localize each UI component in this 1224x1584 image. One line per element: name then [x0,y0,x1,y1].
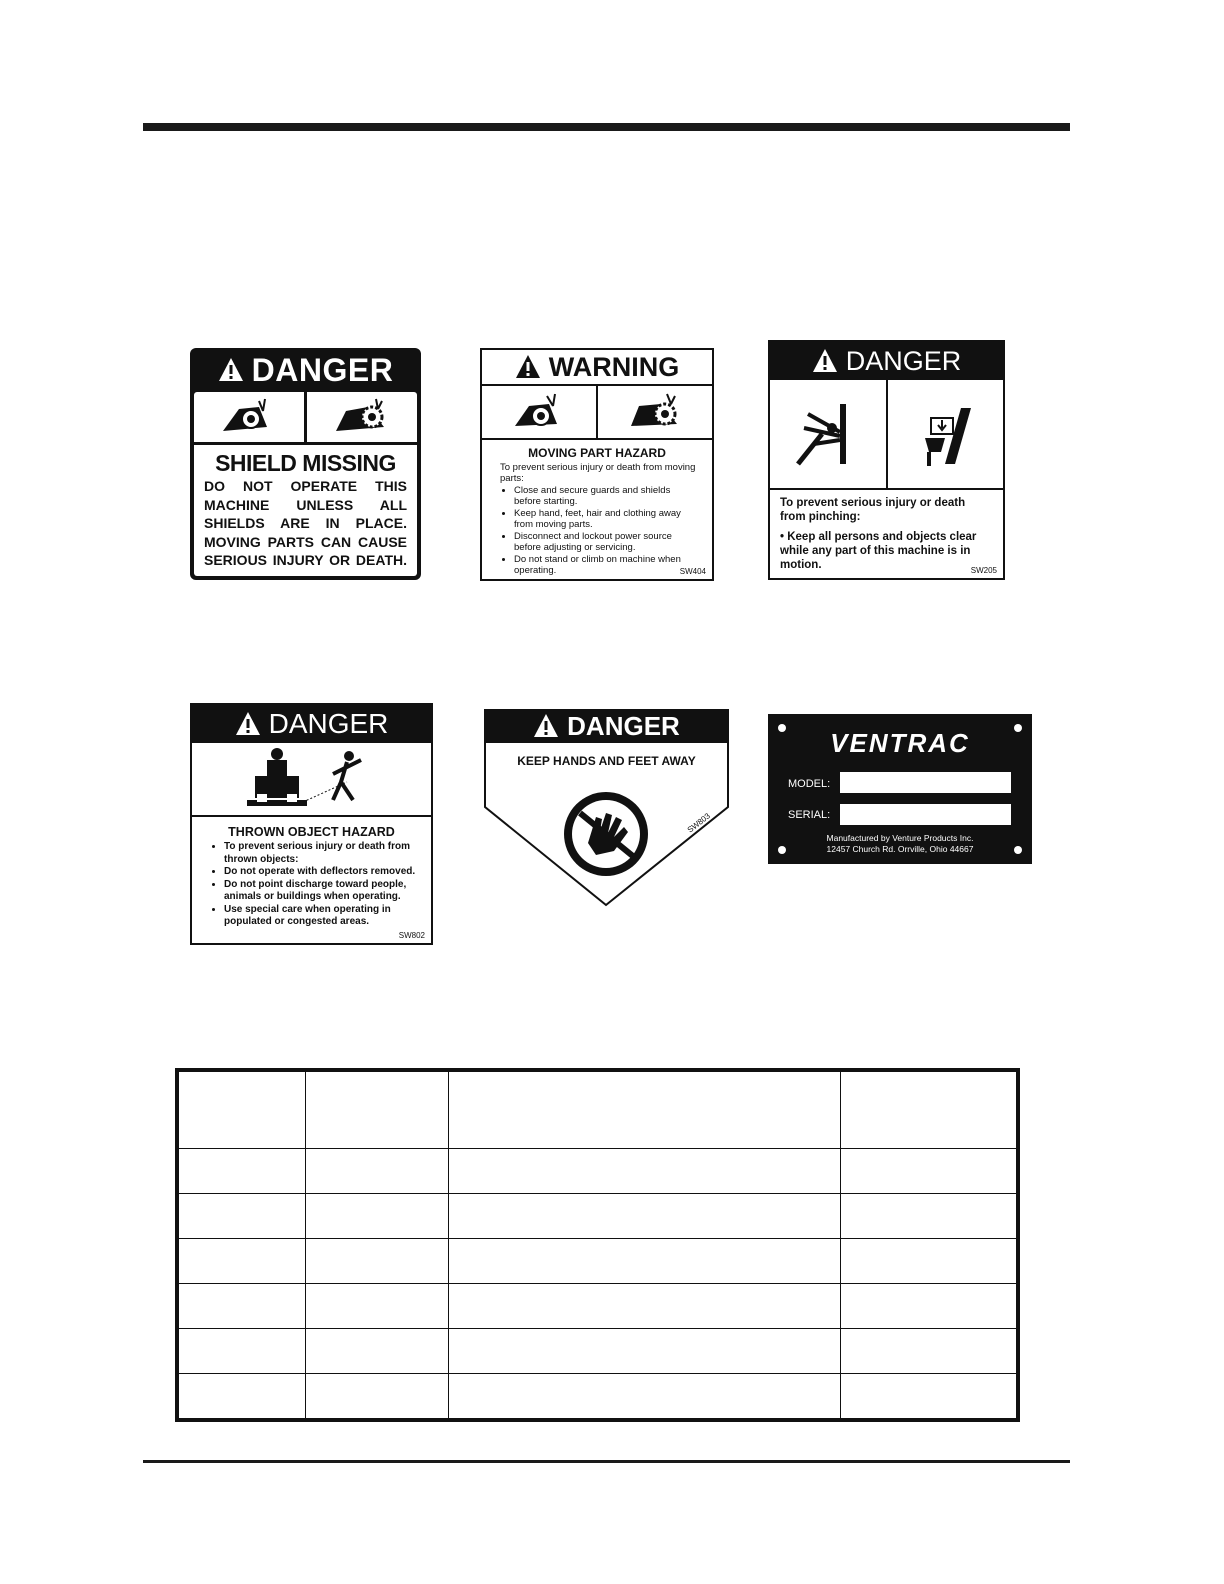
table-cell [449,1149,841,1194]
table-cell [179,1374,306,1419]
table-cell [841,1149,1017,1194]
table-cell [841,1374,1017,1419]
warning-triangle-icon [515,354,541,380]
table-cell [449,1284,841,1329]
table-cell [306,1149,449,1194]
table-row [179,1239,1017,1284]
table-cell [449,1329,841,1374]
manufacturer-line: Manufactured by Venture Products Inc. [826,833,974,843]
serial-label: SERIAL: [788,809,831,821]
table-cell [841,1284,1017,1329]
decal-code: SW205 [970,566,997,575]
belt-entanglement-icon [219,397,279,437]
manufacturer-info [768,833,1032,855]
table-cell [179,1194,306,1239]
instruction-bullet: • To prevent serious injury or death from thrown objects: [224,841,421,866]
decal-header-text: DANGER [845,345,962,376]
decal-header [770,342,1003,380]
table-row [179,1374,1017,1419]
table-row [179,1149,1017,1194]
decal-header-text: DANGER [251,351,394,388]
serial-field [840,804,1011,825]
chain-entanglement-icon [332,397,392,437]
decal-parts-table [175,1068,1020,1422]
pinching-danger-decal [768,340,1005,580]
table-cell [306,1072,449,1149]
thrown-object-icon [237,746,387,812]
chain-entanglement-icon [627,392,683,432]
instruction-bullet: • Do not operate with deflectors removed. [224,866,421,879]
decal-instructions [192,839,431,929]
top-rule [143,123,1070,131]
decal-header [192,705,431,743]
table-cell [179,1239,306,1284]
serial-number-plate [768,714,1032,864]
table-row [179,1329,1017,1374]
moving-part-warning-decal [480,348,714,581]
instruction-intro: To prevent serious injury or death from pinching: [780,497,966,523]
table-header-row [179,1072,1017,1149]
table-cell [306,1329,449,1374]
decal-header [194,352,417,388]
table-cell [449,1072,841,1149]
thrown-object-danger-decal [190,703,433,945]
model-field [840,772,1011,793]
table-cell [841,1072,1017,1149]
shield-missing-decal [190,348,421,580]
decal-code: SW404 [679,567,706,576]
decal-code: SW803 [685,811,712,835]
decal-instructions [770,490,1003,572]
decal-code: SW802 [398,931,425,940]
decal-message [194,477,417,570]
table-cell [449,1374,841,1419]
instruction-bullet: • Keep all persons and objects clear while any part of this machine is in motion. [780,531,977,571]
table-cell [449,1239,841,1284]
table-cell [841,1329,1017,1374]
decal-subtitle: KEEP HANDS AND FEET AWAY [517,754,696,768]
table-row [179,1194,1017,1239]
decal-header-text: DANGER [268,708,389,739]
message-line: SERIOUS INJURY OR DEATH. [204,552,407,568]
decal-header-text: WARNING [548,351,680,382]
bottom-rule [143,1460,1070,1463]
table-cell [179,1149,306,1194]
message-line: MACHINE UNLESS ALL [204,496,407,513]
belt-entanglement-icon [511,392,567,432]
table-cell [179,1329,306,1374]
decal-title: THROWN OBJECT HAZARD [228,825,395,839]
brand-logo: VENTRAC [830,728,970,758]
table-cell [179,1072,306,1149]
message-line: DO NOT OPERATE THIS [204,478,407,494]
warning-triangle-icon [218,357,244,383]
instruction-intro: To prevent serious injury or death from moving parts: [500,462,696,484]
instruction-bullet: • Close and secure guards and shields before starting. [514,485,698,507]
table-cell [306,1284,449,1329]
instruction-bullet: • Use special care when operating in populated or congested areas. [224,904,421,929]
decal-header [484,709,729,743]
message-line: SHIELDS ARE IN PLACE. [204,515,407,531]
decal-header [482,350,712,386]
table-cell [841,1194,1017,1239]
decal-header-text: DANGER [567,710,680,741]
instruction-bullet: • Disconnect and lockout power source before adjusting or servicing. [514,531,698,553]
warning-triangle-icon [235,711,261,737]
warning-triangle-icon [533,713,559,739]
instruction-bullet: • Do not stand or climb on machine when operating. [514,554,698,576]
table-cell [306,1239,449,1284]
warning-triangle-icon [812,348,838,374]
message-line: MOVING PARTS CAN CAUSE [204,533,407,550]
table-cell [306,1194,449,1239]
manufacturer-line: 12457 Church Rd. Orrville, Ohio 44667 [826,844,974,854]
decal-title: MOVING PART HAZARD [528,446,666,460]
table-cell [841,1239,1017,1284]
instruction-bullet: • Keep hand, feet, hair and clothing away from moving parts. [514,508,698,530]
table-cell [179,1284,306,1329]
decal-title: SHIELD MISSING [215,450,396,476]
crush-hazard-icon [788,394,868,474]
keep-hands-feet-away-decal [484,709,729,907]
table-cell [306,1374,449,1419]
table-cell [449,1194,841,1239]
model-label: MODEL: [788,778,831,790]
decal-instructions [482,460,712,576]
table-row [179,1284,1017,1329]
pinch-point-icon [905,394,985,474]
instruction-bullet: • Do not point discharge toward people, animals or buildings when operating. [224,879,421,904]
